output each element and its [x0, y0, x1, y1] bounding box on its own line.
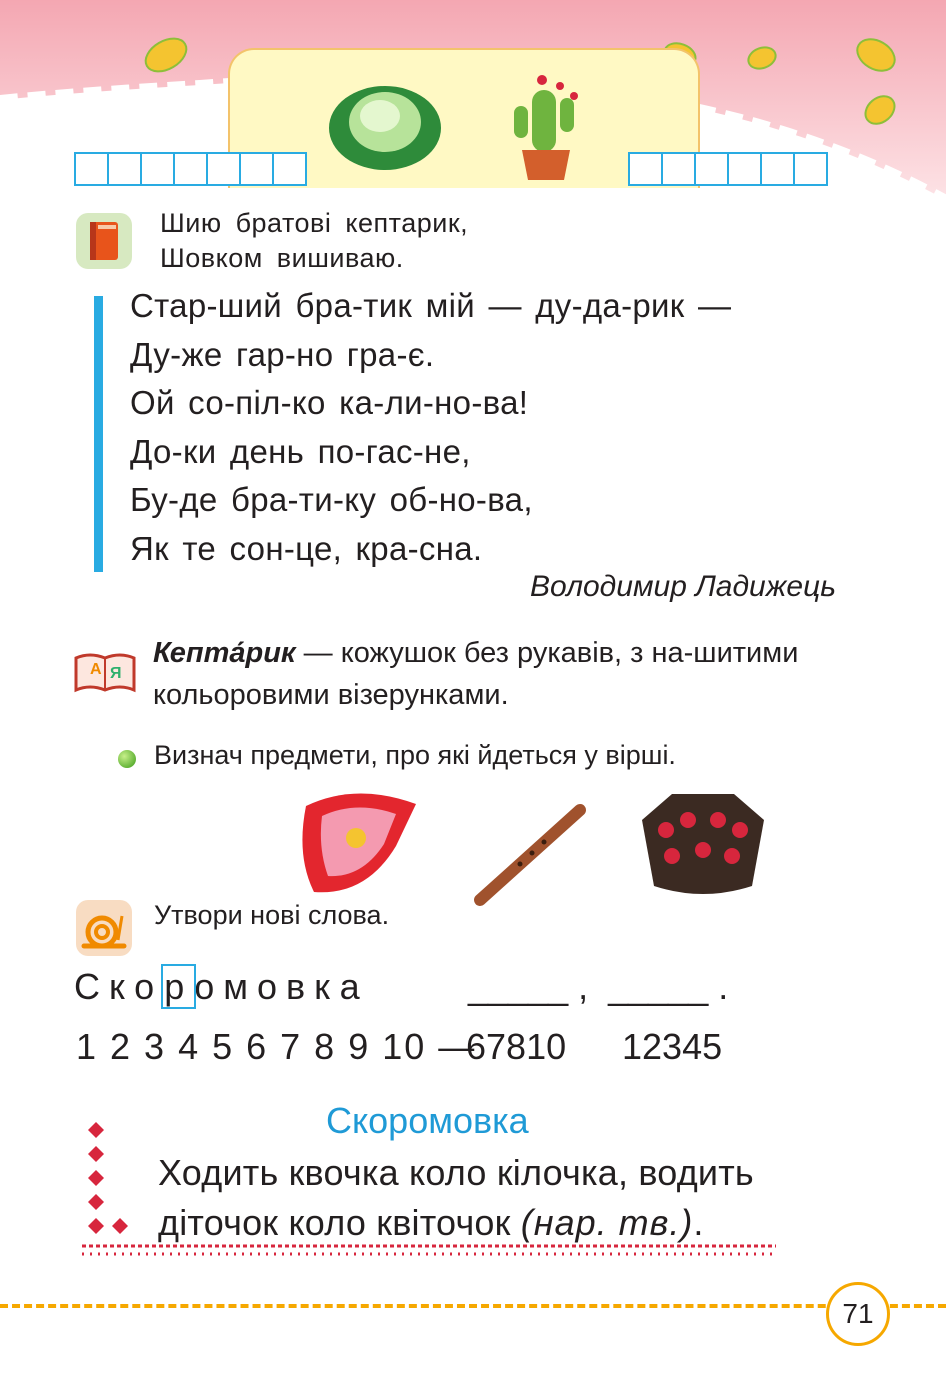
green-bullet-icon [118, 750, 136, 768]
tongue-twister-end: . [693, 1202, 704, 1243]
poem-line: Стар-ший бра-тик мій — ду-да-рик — [130, 287, 732, 324]
letters-after: омовка [194, 966, 369, 1007]
flute-sopilka-icon [470, 800, 590, 910]
letters-before: Ско [74, 966, 164, 1007]
tongue-twister-text [158, 1148, 858, 1248]
number-sequence: 1 2 3 4 5 6 7 8 9 10 — [76, 1026, 477, 1067]
number-answer-b: 12345 [622, 1026, 723, 1067]
verse-intro-line: Шовком вишиваю. [160, 243, 404, 273]
answer-blanks: _____ , _____ . [468, 966, 729, 1007]
badge-letter-a: А [90, 661, 102, 678]
tongue-twister-body: Ходить квочка коло кілочка, водить діточок коло квіточок [158, 1152, 754, 1243]
decorative-cells-right [630, 152, 828, 186]
dictionary-book-icon [72, 644, 138, 696]
verse-intro [160, 206, 468, 276]
poem-line: Ой со-піл-ко ка-ли-но-ва! [130, 384, 529, 421]
footer-dashed-line [0, 1304, 946, 1308]
decorative-cells-left [76, 152, 307, 186]
cabbage-icon [329, 86, 441, 170]
poem-line: Бу-де бра-ти-ку об-но-ва, [130, 481, 533, 518]
poem-side-bar [94, 296, 103, 572]
definition-text: — кожушок без рукавів, з на-шитими кольоровими візерунками. [153, 637, 799, 711]
badge-letter-ya: Я [110, 665, 122, 682]
term-definition [153, 632, 853, 716]
poem-line: До-ки день по-гас-не, [130, 432, 471, 470]
poem-line: Ду-же гар-но гра-є. [130, 335, 435, 373]
poem-line: Як те сон-це, кра-сна. [130, 529, 483, 567]
boxed-letter: р [164, 966, 194, 1007]
number-answer-a: 67810 [466, 1026, 567, 1067]
cactus-in-pot-icon [514, 75, 578, 180]
definition-term: Кепта́рик [153, 637, 296, 669]
headscarf-icon [296, 786, 428, 898]
word-letters [74, 966, 369, 1008]
snail-icon [76, 900, 132, 956]
keptaryk-vest-icon [632, 790, 774, 902]
verse-intro-line: Шию братові кептарик, [160, 208, 469, 238]
poem [130, 282, 731, 573]
tongue-twister-source: (нар. тв.) [520, 1202, 694, 1243]
book-icon [76, 213, 132, 269]
task-identify-objects: Визнач предмети, про які йдеться у вірші. [154, 740, 676, 770]
tongue-twister-title: Скоромовка [326, 1100, 529, 1141]
page-number: 71 [826, 1282, 890, 1346]
task-form-words: Утвори нові слова. [154, 900, 390, 930]
poem-author: Володимир Ладижець [530, 570, 836, 603]
